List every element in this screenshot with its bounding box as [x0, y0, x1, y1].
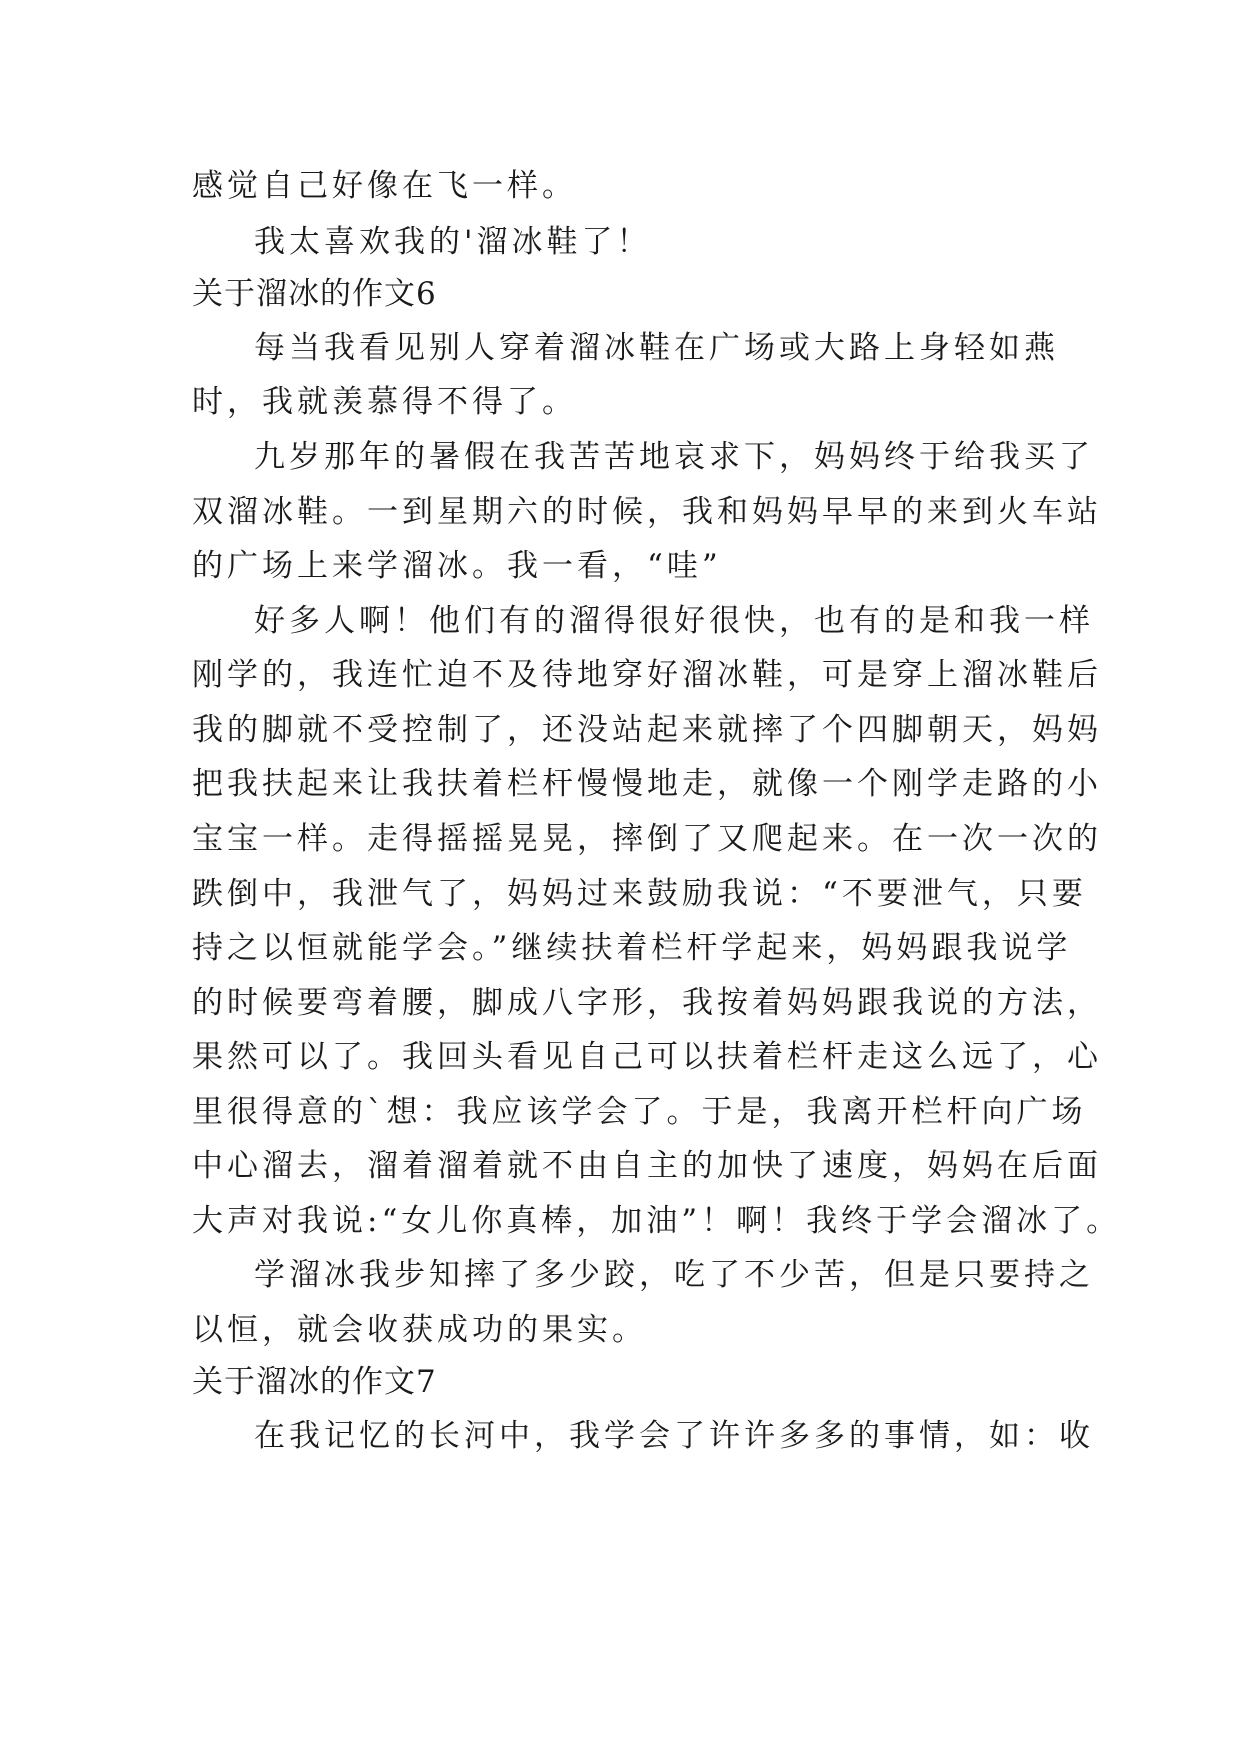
essay-heading: 关于溜冰的作文6 — [192, 276, 437, 312]
text-line: 以恒，就会收获成功的果实。 — [192, 1312, 647, 1348]
text-line: 大声对我说:“女儿你真棒，加油”！啊！我终于学会溜冰了。 — [192, 1203, 1122, 1239]
text-line: 刚学的，我连忙迫不及待地穿好溜冰鞋，可是穿上溜冰鞋后 — [192, 657, 1102, 693]
text-line: 中心溜去，溜着溜着就不由自主的加快了速度，妈妈在后面 — [192, 1148, 1102, 1184]
text-line: 里很得意的`想：我应该学会了。于是，我离开栏杆向广场 — [192, 1094, 1087, 1130]
text-line: 我太喜欢我的'溜冰鞋了！ — [254, 224, 652, 260]
text-line: 果然可以了。我回头看见自己可以扶着栏杆走这么远了，心 — [192, 1039, 1102, 1075]
text-line: 宝宝一样。走得摇摇晃晃，摔倒了又爬起来。在一次一次的 — [192, 821, 1102, 857]
text-line: 在我记忆的长河中，我学会了许许多多的事情，如：收 — [254, 1418, 1094, 1454]
text-line: 时，我就羡慕得不得了。 — [192, 384, 577, 420]
text-line: 的时候要弯着腰，脚成八字形，我按着妈妈跟我说的方法， — [192, 985, 1102, 1021]
text-line: 持之以恒就能学会。”继续扶着栏杆学起来，妈妈跟我说学 — [192, 930, 1072, 966]
text-line: 学溜冰我步知摔了多少跤，吃了不少苦，但是只要持之 — [254, 1257, 1094, 1293]
text-line: 每当我看见别人穿着溜冰鞋在广场或大路上身轻如燕 — [254, 330, 1059, 366]
text-line: 九岁那年的暑假在我苦苦地哀求下，妈妈终于给我买了 — [254, 439, 1094, 475]
text-line: 的广场上来学溜冰。我一看，“哇” — [192, 548, 722, 584]
text-line: 我的脚就不受控制了，还没站起来就摔了个四脚朝天，妈妈 — [192, 712, 1102, 748]
text-line: 双溜冰鞋。一到星期六的时候，我和妈妈早早的来到火车站 — [192, 494, 1102, 530]
text-line: 把我扶起来让我扶着栏杆慢慢地走，就像一个刚学走路的小 — [192, 766, 1102, 802]
text-line: 好多人啊！他们有的溜得很好很快，也有的是和我一样 — [254, 603, 1094, 639]
text-line: 跌倒中，我泄气了，妈妈过来鼓励我说：“不要泄气，只要 — [192, 876, 1087, 912]
essay-heading: 关于溜冰的作文7 — [192, 1364, 437, 1400]
text-line: 感觉自己好像在飞一样。 — [192, 168, 577, 204]
